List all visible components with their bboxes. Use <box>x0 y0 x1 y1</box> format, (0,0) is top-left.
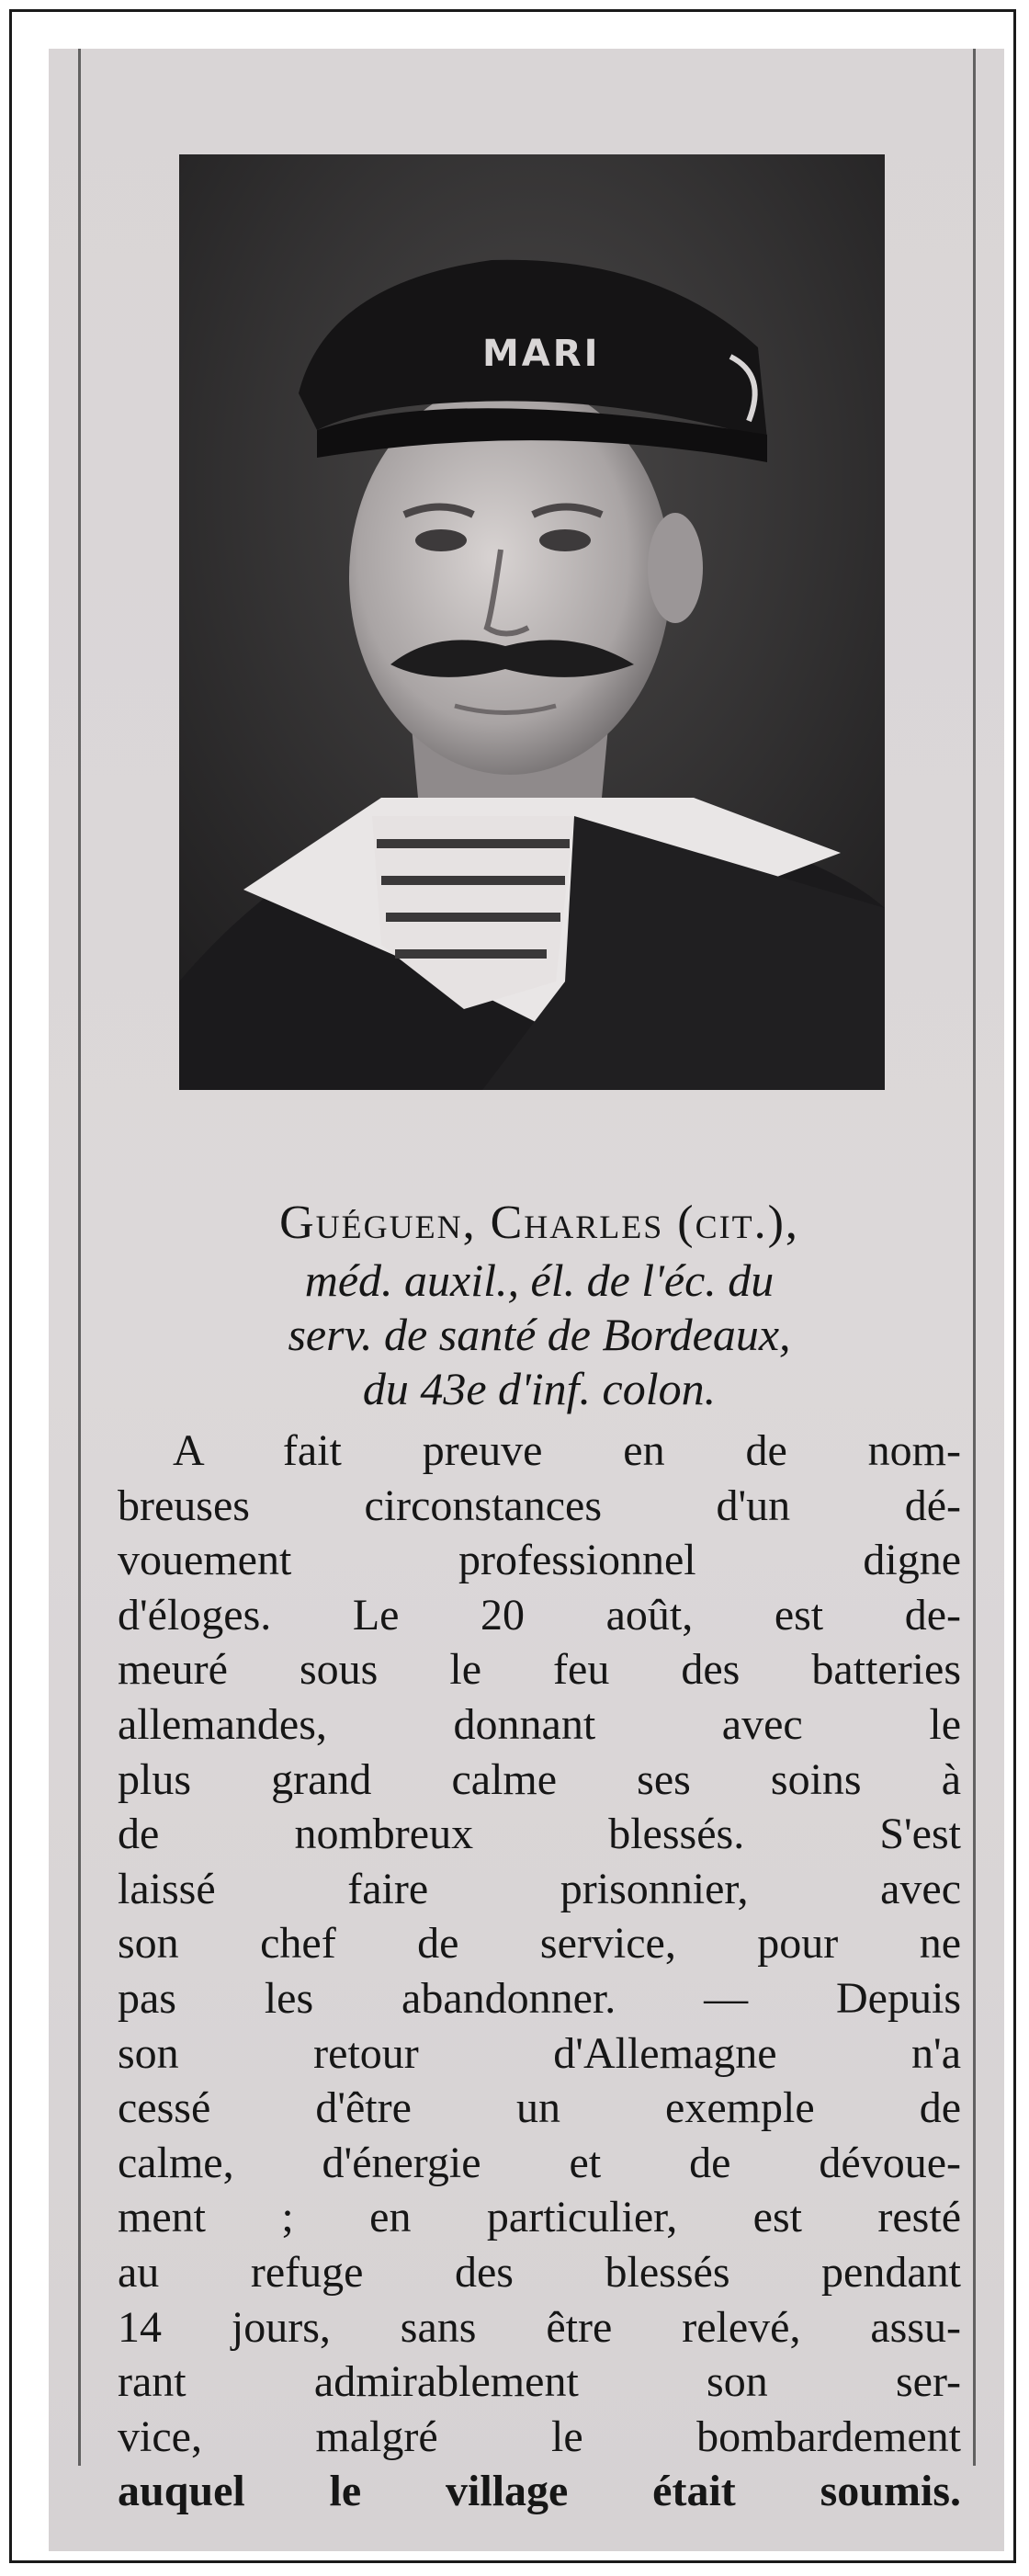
citation-line: 14 jours, sans être relevé, assu- <box>118 2302 961 2352</box>
citation-line: breuses circonstances d'un dé- <box>118 1481 961 1530</box>
citation-line: vice, malgré le bombardement <box>118 2411 961 2461</box>
soldier-name: Guéguen, Charles (cit.), <box>279 1197 799 1249</box>
citation-line: laissé faire prisonnier, avec <box>118 1864 961 1913</box>
citation-line: allemandes, donnant avec le <box>118 1699 961 1749</box>
unit-line-2: serv. de santé de Bordeaux, <box>288 1309 791 1360</box>
unit-line-1: méd. auxil., él. de l'éc. du <box>304 1254 775 1306</box>
citation-line: calme, d'énergie et de dévoue- <box>118 2138 961 2187</box>
newspaper-clipping <box>49 49 1004 2551</box>
citation-line: cessé d'être un exemple de <box>118 2083 961 2133</box>
citation-line: son chef de service, pour ne <box>118 1919 961 1969</box>
citation-text <box>118 1424 961 2519</box>
unit-line-3: du 43e d'inf. colon. <box>362 1363 717 1414</box>
cap-band-text: MARI <box>482 333 601 375</box>
citation-line: rant admirablement son ser- <box>118 2357 961 2407</box>
column-rule-left <box>78 49 81 2466</box>
citation-line: auquel le village était soumis. <box>118 2467 961 2516</box>
citation-line: au refuge des blessés pendant <box>118 2247 961 2297</box>
citation-line: de nombreux blessés. S'est <box>118 1810 961 1859</box>
citation-line: d'éloges. Le 20 août, est de- <box>118 1590 961 1640</box>
citation-caption <box>118 1193 961 2519</box>
citation-line: son retour d'Allemagne n'a <box>118 2028 961 2078</box>
citation-line: plus grand calme ses soins à <box>118 1754 961 1804</box>
citation-line: A fait preuve en de nom- <box>173 1426 961 1475</box>
citation-line: ment ; en particulier, est resté <box>118 2193 961 2242</box>
citation-line: vouement professionnel digne <box>118 1536 961 1585</box>
citation-line: meuré sous le feu des batteries <box>118 1645 961 1695</box>
portrait-photo <box>179 154 885 1090</box>
column-rule-right <box>973 49 976 2466</box>
page-frame <box>9 9 1016 2563</box>
citation-line: pas les abandonner. — Depuis <box>118 1973 961 2023</box>
